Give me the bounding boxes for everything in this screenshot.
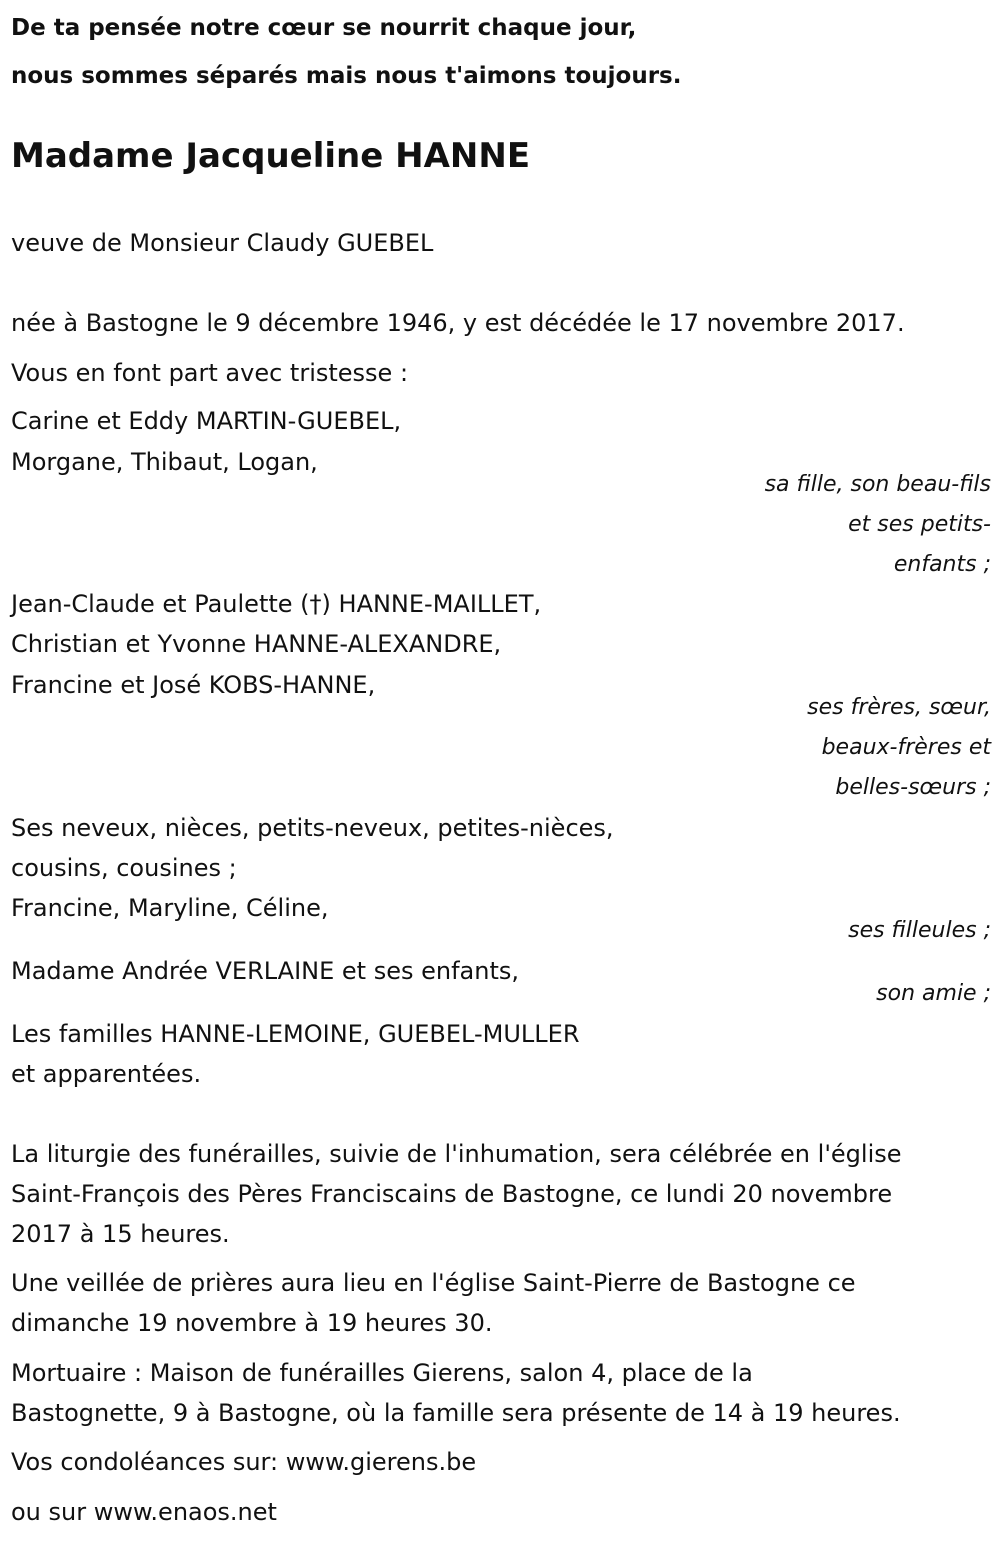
- family-name-line: Francine, Maryline, Céline,: [11, 894, 329, 922]
- family-relation-line: enfants ;: [893, 552, 991, 577]
- mortuary-line: Bastognette, 9 à Bastogne, où la famille sera présente de 14 à 19 heures.: [11, 1399, 901, 1427]
- quote-line-1: De ta pensée notre cœur se nourrit chaque jour,: [11, 15, 637, 41]
- condolences-line: Vos condoléances sur: www.gierens.be: [11, 1448, 477, 1476]
- vigil-line: dimanche 19 novembre à 19 heures 30.: [11, 1309, 493, 1337]
- spouse-line: veuve de Monsieur Claudy GUEBEL: [11, 229, 434, 257]
- family-name-line: Francine et José KOBS-HANNE,: [11, 671, 376, 699]
- family-relation-line: sa fille, son beau-fils: [764, 472, 991, 497]
- vigil-line: Une veillée de prières aura lieu en l'église Saint-Pierre de Bastogne ce: [11, 1269, 856, 1297]
- family-name-line: Jean-Claude et Paulette (†) HANNE-MAILLET,: [11, 590, 542, 618]
- family-name-line: cousins, cousines ;: [11, 854, 237, 882]
- family-name-line: Morgane, Thibaut, Logan,: [11, 448, 318, 476]
- family-relation-line: son amie ;: [876, 981, 991, 1006]
- family-relation-line: ses frères, sœur,: [807, 695, 991, 720]
- family-relation-line: ses filleules ;: [848, 918, 991, 943]
- ceremony-line: La liturgie des funérailles, suivie de l'inhumation, sera célébrée en l'église: [11, 1140, 902, 1168]
- family-name-line: Les familles HANNE-LEMOINE, GUEBEL-MULLER: [11, 1020, 580, 1048]
- family-relation-line: beaux-frères et: [821, 735, 991, 760]
- family-name-line: Carine et Eddy MARTIN-GUEBEL,: [11, 407, 402, 435]
- birth-death-line: née à Bastogne le 9 décembre 1946, y est décédée le 17 novembre 2017.: [11, 309, 905, 337]
- family-relation-line: belles-sœurs ;: [835, 775, 991, 800]
- ceremony-line: Saint-François des Pères Franciscains de Bastogne, ce lundi 20 novembre: [11, 1180, 893, 1208]
- family-name-line: Christian et Yvonne HANNE-ALEXANDRE,: [11, 630, 502, 658]
- family-relation-line: et ses petits-: [848, 512, 991, 537]
- ceremony-line: 2017 à 15 heures.: [11, 1220, 230, 1248]
- family-name-line: et apparentées.: [11, 1060, 202, 1088]
- deceased-name: Madame Jacqueline HANNE: [11, 136, 531, 176]
- condolences-line-alt: ou sur www.enaos.net: [11, 1498, 277, 1526]
- mortuary-line: Mortuaire : Maison de funérailles Gierens, salon 4, place de la: [11, 1359, 753, 1387]
- intro-line: Vous en font part avec tristesse :: [11, 359, 409, 387]
- quote-line-2: nous sommes séparés mais nous t'aimons toujours.: [11, 63, 682, 89]
- family-name-line: Madame Andrée VERLAINE et ses enfants,: [11, 957, 520, 985]
- family-name-line: Ses neveux, nièces, petits-neveux, petites-nièces,: [11, 814, 614, 842]
